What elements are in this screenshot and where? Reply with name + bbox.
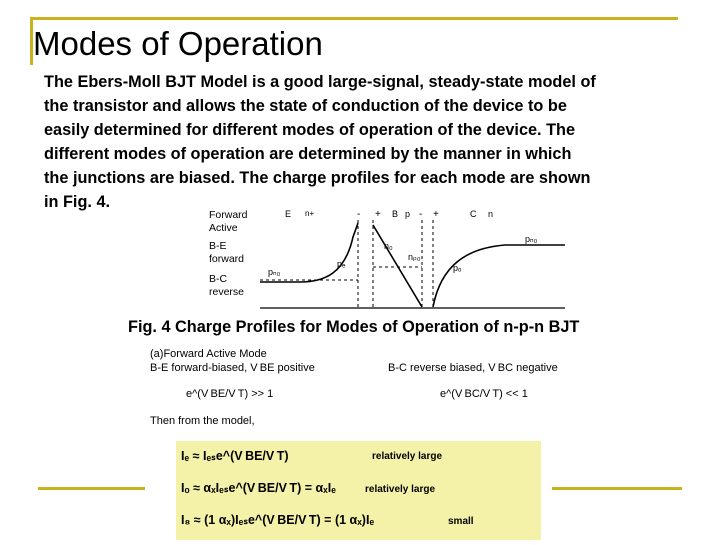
mode-label-forward: Forward <box>209 209 248 221</box>
equation-ib: I₈ ≈ (1 αₓ)Iₑₛe^(V BE/V T) = (1 αₓ)Iₑ <box>181 513 375 527</box>
bc-condition: B-C reverse biased, V BC negative <box>388 362 558 374</box>
region-label-n-plus: n+ <box>305 209 315 218</box>
paragraph-line: The Ebers-Moll BJT Model is a good large-signal, steady-state model of <box>44 73 596 91</box>
mode-label-be: B-E <box>209 240 227 252</box>
title-accent-top-line <box>30 17 678 20</box>
paragraph-line: easily determined for different modes of operation of the device. The <box>44 121 576 139</box>
equation-box <box>176 441 541 540</box>
footer-accent-line-left <box>38 487 145 490</box>
be-inequality: e^(V BE/V T) >> 1 <box>186 388 274 400</box>
mode-title: (a)Forward Active Mode <box>150 348 267 360</box>
paragraph-line: the junctions are biased. The charge profiles for each mode are shown <box>44 169 591 187</box>
equation-rows <box>176 441 541 540</box>
paragraph-line: the transistor and allows the state of conduction of the device to be <box>44 97 567 115</box>
mode-label-active: Active <box>209 222 238 234</box>
label-pn0-left: pₙ₀ <box>268 267 281 277</box>
region-label-b: B <box>392 209 399 219</box>
figure-caption: Fig. 4 Charge Profiles for Modes of Operation of n-p-n BJT <box>128 318 580 336</box>
mode-label-bc: B-C <box>209 273 228 285</box>
region-label-n: n <box>488 209 494 219</box>
region-label-e: E <box>285 209 292 219</box>
charge-profile-figure <box>205 205 565 315</box>
equation-ic: Iₒ ≈ αₓIₑₛe^(V BE/V T) = αₓIₑ <box>181 481 336 495</box>
be-condition: B-E forward-biased, V BE positive <box>150 362 315 374</box>
equation-ic-note: relatively large <box>365 484 436 495</box>
label-npo: nₚ₀ <box>408 252 421 262</box>
paragraph-line: different modes of operation are determined by the manner in which <box>44 145 572 163</box>
from-model-text: Then from the model, <box>150 415 255 427</box>
region-label-p: p <box>405 209 411 219</box>
slide-title: Modes of Operation <box>33 25 323 62</box>
mode-label-be-forward: forward <box>209 253 245 265</box>
junction-sign: - <box>357 209 361 220</box>
region-label-c: C <box>470 209 477 219</box>
intro-paragraph <box>44 70 664 214</box>
label-nb: n₀ <box>384 241 393 251</box>
mode-label-bc-reverse: reverse <box>209 286 245 298</box>
bc-inequality: e^(V BC/V T) << 1 <box>440 388 528 400</box>
label-pe: pₑ <box>337 259 346 269</box>
equation-ie: Iₑ ≈ Iₑₛe^(V BE/V T) <box>181 449 289 463</box>
junction-sign: + <box>433 209 439 220</box>
label-pn0-right: pₙ₀ <box>525 234 538 244</box>
equation-ie-note: relatively large <box>372 451 443 462</box>
junction-sign: + <box>375 209 381 220</box>
label-pc: pₒ <box>453 263 462 273</box>
paragraph-line: in Fig. 4. <box>44 193 111 211</box>
junction-sign: - <box>419 209 423 220</box>
footer-accent-line-right <box>552 487 682 490</box>
collector-hole-profile <box>433 245 565 307</box>
forward-active-conditions <box>150 345 570 437</box>
base-electron-profile <box>373 225 422 307</box>
equation-ib-note: small <box>448 516 474 527</box>
